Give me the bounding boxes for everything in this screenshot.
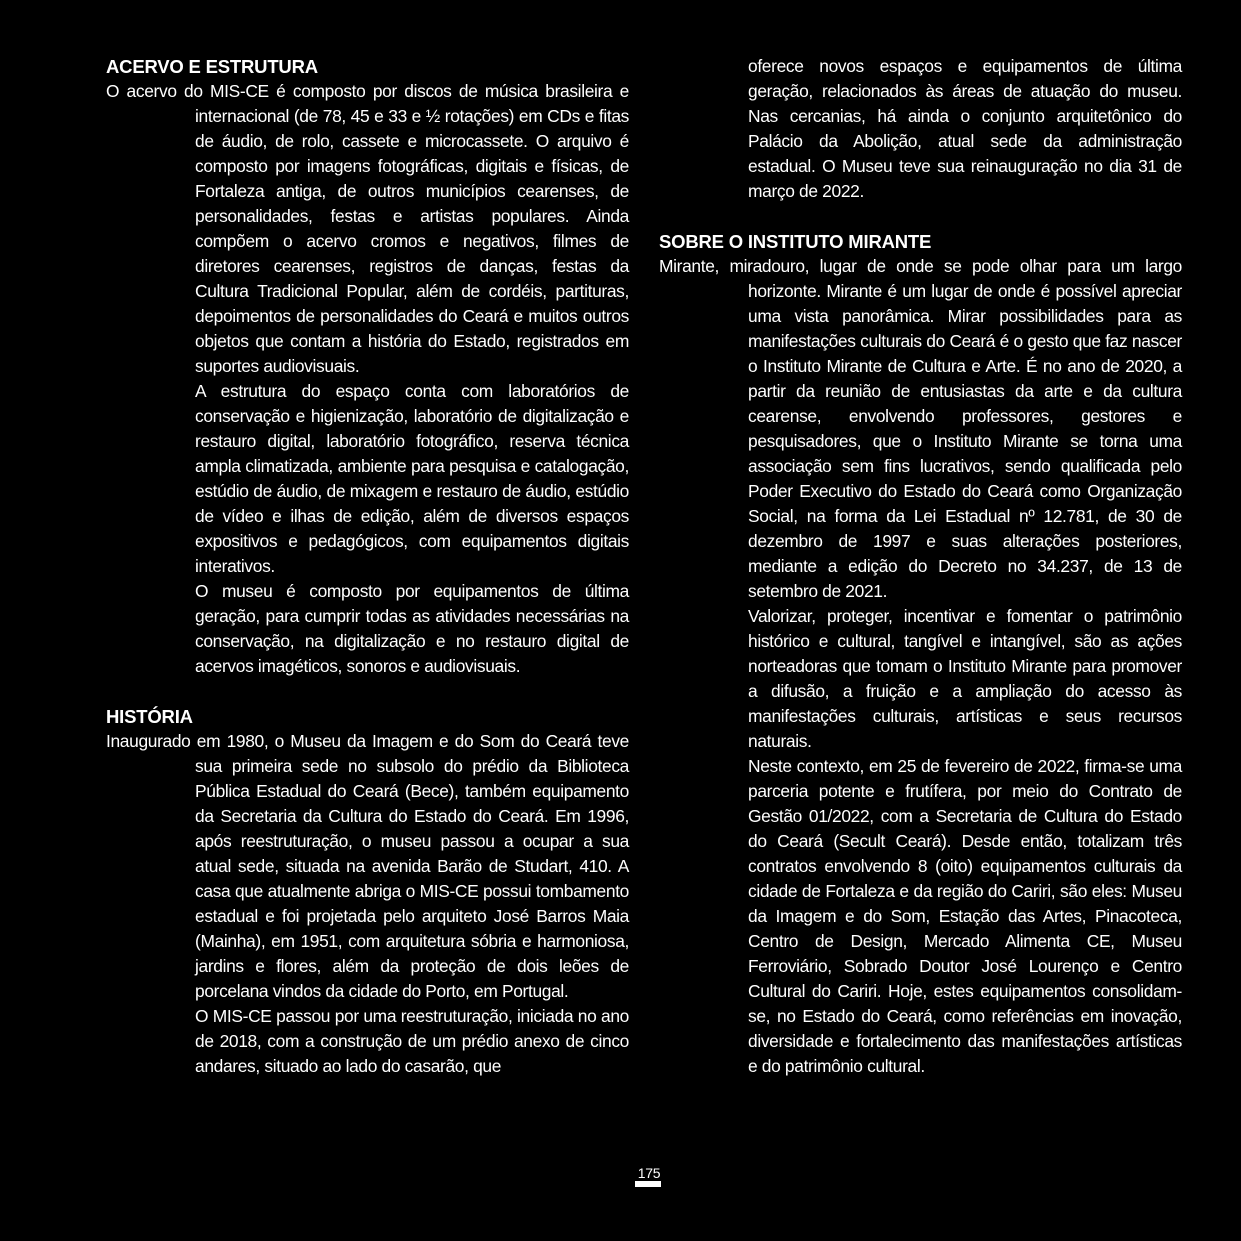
section-title-acervo: ACERVO E ESTRUTURA: [106, 56, 318, 77]
historia-paragraph-1: Inaugurado em 1980, o Museu da Imagem e do Som do Ceará teve sua primeira sede no subsolo do prédio da Biblioteca Pública Estadual do Ceará (Bece), também equipamento da Secretaria da Cultura do Estado do Ceará. Em 1996, após reestruturação, o museu passou a ocupar a sua atual sede, situada na avenida Barão de Studart, 410. A casa que atualmente abriga o MIS-CE possui tombamento estadual e foi projetada pelo arquiteto José Barros Maia (Mainha), em 1951, com arquitetura sóbria e harmoniosa, jardins e flores, além da proteção de dois leões de porcelana vindos da cidade do Porto, em Portugal.: [106, 731, 629, 1001]
page-number-bar: [635, 1181, 661, 1187]
page-number: 175: [637, 1165, 661, 1181]
acervo-paragraph-3: O museu é composto por equipamentos de última geração, para cumprir todas as atividades necessárias na conservação, na digitalização e no restauro digital de acervos imagéticos, sonoros e audiovisuais.: [195, 581, 629, 676]
historia-continuation: oferece novos espaços e equipamentos de última geração, relacionados às áreas de atuação do museu. Nas cercanias, há ainda o conjunto arquitetônico do Palácio da Abolição, atual sede da administração estadual. O Museu teve sua reinauguração no dia 31 de março de 2022.: [748, 56, 1182, 201]
acervo-paragraph-1: O acervo do MIS-CE é composto por discos de música brasileira e internacional (de 78, 45 e 33 e ½ rotações) em CDs e fitas de áudio, de rolo, cassete e microcassete. O arquivo é composto por imagens fotográficas, digitais e físicas, de Fortaleza antiga, de outros municípios cearenses, de personalidades, festas e artistas populares. Ainda compõem o acervo cromos e negativos, filmes de diretores cearenses, registros de danças, festas da Cultura Tradicional Popular, além de cordéis, partituras, depoimentos de personalidades do Ceará e muitos outros objetos que contam a história do Estado, registrados em suportes audiovisuais.: [106, 81, 629, 376]
section-title-instituto: SOBRE O INSTITUTO MIRANTE: [659, 231, 932, 252]
acervo-paragraph-2: A estrutura do espaço conta com laboratórios de conservação e higienização, laboratório de digitalização e restauro digital, laboratório fotográfico, reserva técnica ampla climatizada, ambiente para pesquisa e catalogação, estúdio de áudio, de mixagem e restauro de áudio, estúdio de vídeo e ilhas de edição, além de diversos espaços expositivos e pedagógicos, com equipamentos digitais interativos.: [195, 381, 629, 576]
section-title-historia: HISTÓRIA: [106, 706, 193, 727]
historia-paragraph-2: O MIS-CE passou por uma reestruturação, iniciada no ano de 2018, com a construção de um prédio anexo de cinco andares, situado ao lado do casarão, que: [195, 1006, 629, 1076]
left-column: [106, 54, 629, 1079]
instituto-paragraph-1: Mirante, miradouro, lugar de onde se pode olhar para um largo horizonte. Mirante é um lugar de onde é possível apreciar uma vista panorâmica. Mirar possibilidades para as manifestações culturais do Ceará é o gesto que faz nascer o Instituto Mirante de Cultura e Arte. É no ano de 2020, a partir da reunião de entusiastas da arte e da cultura cearense, envolvendo professores, gestores e pesquisadores, que o Instituto Mirante se torna uma associação sem fins lucrativos, sendo qualificada pelo Poder Executivo do Estado do Ceará como Organização Social, na forma da Lei Estadual nº 12.781, de 30 de dezembro de 1997 e suas alterações posteriores, mediante a edição do Decreto no 34.237, de 13 de setembro de 2021.: [659, 256, 1182, 601]
instituto-paragraph-2: Valorizar, proteger, incentivar e fomentar o patrimônio histórico e cultural, tangível e intangível, são as ações norteadoras que tomam o Instituto Mirante para promover a difusão, a fruição e a ampliação do acesso às manifestações culturais, artísticas e seus recursos naturais.: [748, 606, 1182, 751]
right-column: [659, 54, 1182, 1079]
instituto-paragraph-3: Neste contexto, em 25 de fevereiro de 2022, firma-se uma parceria potente e frutífera, por meio do Contrato de Gestão 01/2022, com a Secretaria de Cultura do Estado do Ceará (Secult Ceará). Desde então, totalizam três contratos envolvendo 8 (oito) equipamentos culturais da cidade de Fortaleza e da região do Cariri, são eles: Museu da Imagem e do Som, Estação das Artes, Pinacoteca, Centro de Design, Mercado Alimenta CE, Museu Ferroviário, Sobrado Doutor José Lourenço e Centro Cultural do Cariri. Hoje, estes equipamentos consolidam-se, no Estado do Ceará, como referências em inovação, diversidade e fortalecimento das manifestações artísticas e do patrimônio cultural.: [748, 756, 1182, 1076]
